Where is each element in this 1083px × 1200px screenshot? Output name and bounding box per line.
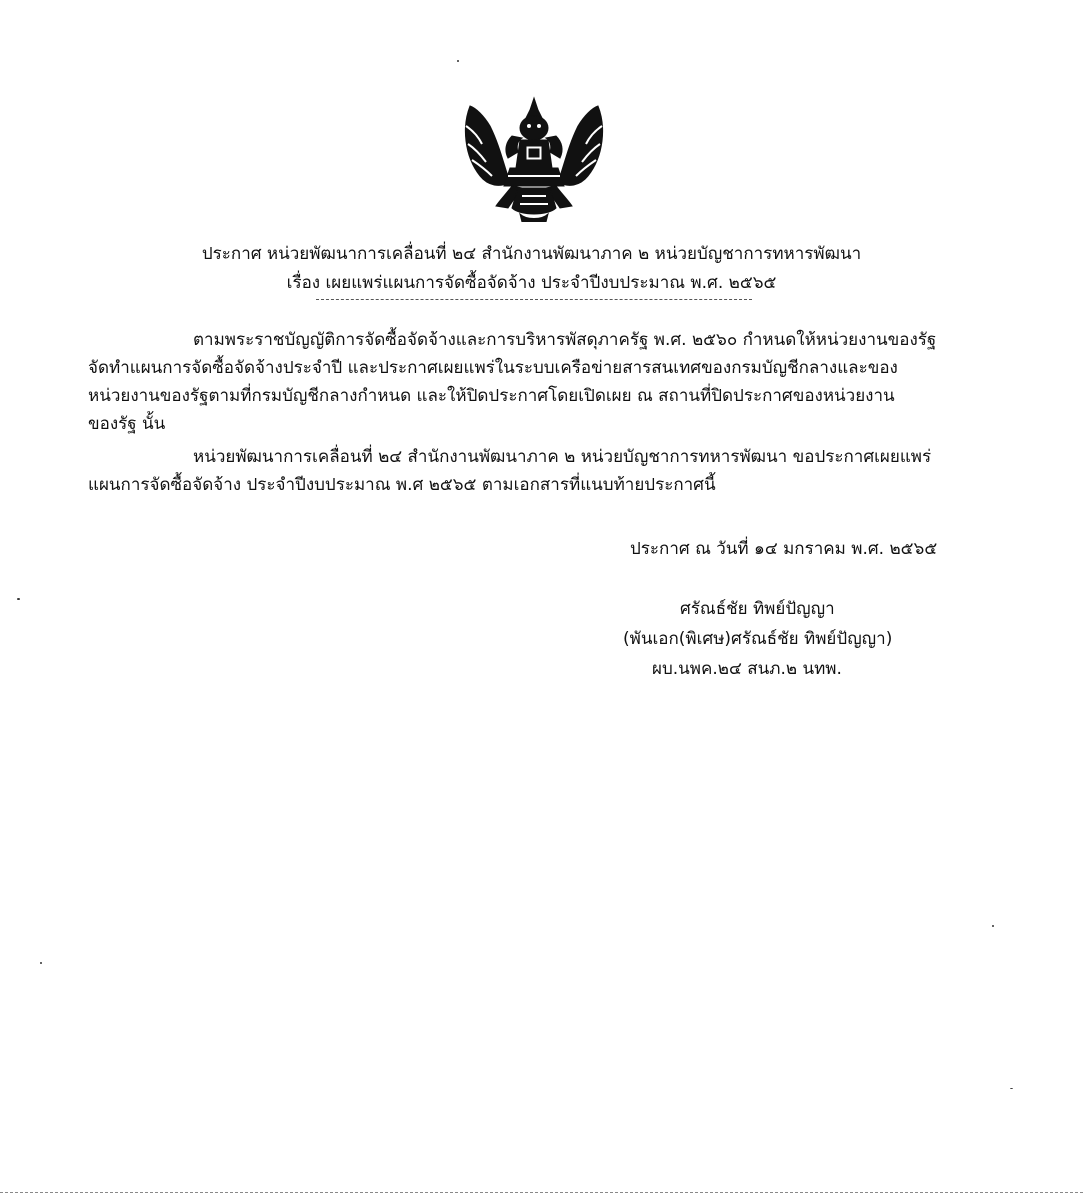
paragraph-line: ตามพระราชบัญญัติการจัดซื้อจัดจ้างและการบริหารพัสดุภาครัฐ พ.ศ. ๒๕๖๐ กำหนดให้หน่วยงานของรัฐ [193,330,937,350]
paragraph-line: จัดทำแผนการจัดซื้อจัดจ้างประจำปี และประกาศเผยแพร่ในระบบเครือข่ายสารสนเทศของกรมบัญชีกลางและของ [88,358,898,378]
signatory-position: ผบ.นพค.๒๔ สนภ.๒ นทพ. [652,659,842,679]
signatory-full-name: (พันเอก(พิเศษ)ศรัณธ์ชัย ทิพย์ปัญญา) [623,629,893,649]
paragraph-line: หน่วยงานของรัฐตามที่กรมบัญชีกลางกำหนด และให้ปิดประกาศโดยเปิดเผย ณ สถานที่ปิดประกาศของหน่วยงาน [88,386,895,406]
paragraph-line: แผนการจัดซื้อจัดจ้าง ประจำปีงบประมาณ พ.ศ ๒๕๖๕ ตามเอกสารที่แนบท้ายประกาศนี้ [88,475,716,495]
announcement-date: ประกาศ ณ วันที่ ๑๔ มกราคม พ.ศ. ๒๕๖๕ [630,539,938,559]
scan-speck [40,962,42,964]
announcement-subject: เรื่อง เผยแพร่แผนการจัดซื้อจัดจ้าง ประจำปีงบประมาณ พ.ศ. ๒๕๖๕ [286,273,777,293]
scan-speck [17,598,20,600]
body-paragraph-2 [88,443,988,499]
announcement-heading: ประกาศ หน่วยพัฒนาการเคลื่อนที่ ๒๔ สำนักงานพัฒนาภาค ๒ หน่วยบัญชาการทหารพัฒนา [201,244,862,264]
signature-name: ศรัณธ์ชัย ทิพย์ปัญญา [680,599,835,619]
paragraph-line: ของรัฐ นั้น [88,414,166,434]
paragraph-line: หน่วยพัฒนาการเคลื่อนที่ ๒๔ สำนักงานพัฒนาภาค ๒ หน่วยบัญชาการทหารพัฒนา ขอประกาศเผยแพร่ [193,447,932,467]
scan-speck [1010,1088,1013,1089]
garuda-emblem-icon [460,96,608,222]
scan-edge-line [0,1192,1083,1193]
scan-speck [457,60,459,62]
scan-speck [992,925,994,927]
body-paragraph-1 [88,326,988,438]
title-divider [316,299,752,300]
